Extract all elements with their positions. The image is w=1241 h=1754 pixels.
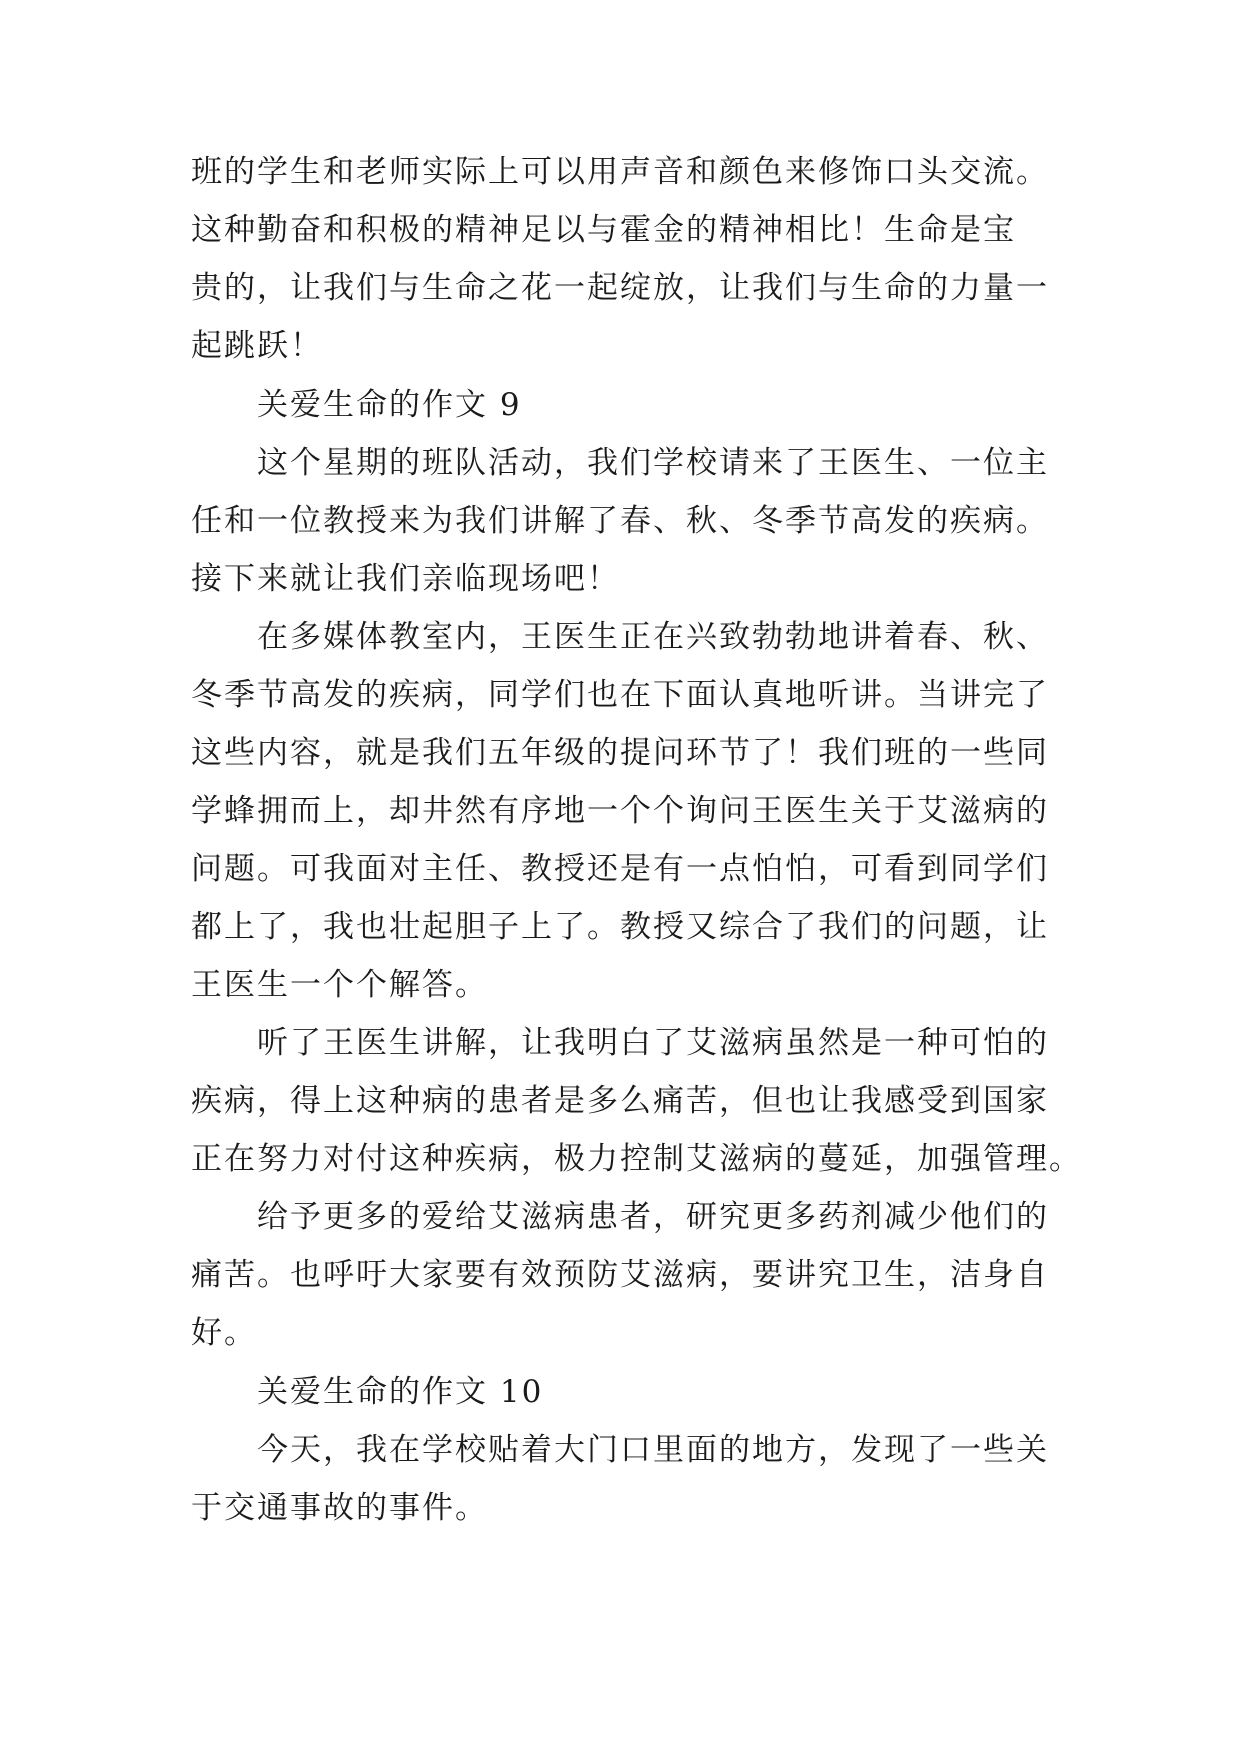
text-line: 这个星期的班队活动，我们学校请来了王医生、一位主 bbox=[257, 445, 1049, 481]
text-line: 冬季节高发的疾病，同学们也在下面认真地听讲。当讲完了 bbox=[191, 677, 1049, 713]
text-line: 王医生一个个解答。 bbox=[191, 967, 488, 1003]
text-line: 都上了，我也壮起胆子上了。教授又综合了我们的问题，让 bbox=[191, 909, 1049, 945]
text-line: 正在努力对付这种疾病，极力控制艾滋病的蔓延，加强管理。 bbox=[191, 1141, 1082, 1177]
text-line: 今天，我在学校贴着大门口里面的地方，发现了一些关 bbox=[257, 1432, 1049, 1468]
text-line: 这种勤奋和积极的精神足以与霍金的精神相比！生命是宝 bbox=[191, 212, 1016, 248]
text-line: 接下来就让我们亲临现场吧！ bbox=[191, 561, 620, 597]
text-line: 于交通事故的事件。 bbox=[191, 1490, 488, 1526]
text-line: 好。 bbox=[191, 1315, 257, 1351]
text-line: 起跳跃！ bbox=[191, 328, 323, 364]
text-line: 贵的，让我们与生命之花一起绽放，让我们与生命的力量一 bbox=[191, 270, 1049, 306]
text-line: 痛苦。也呼吁大家要有效预防艾滋病，要讲究卫生，洁身自 bbox=[191, 1257, 1049, 1293]
text-line: 在多媒体教室内，王医生正在兴致勃勃地讲着春、秋、 bbox=[257, 619, 1049, 655]
text-line: 疾病，得上这种病的患者是多么痛苦，但也让我感受到国家 bbox=[191, 1083, 1049, 1119]
section-heading: 关爱生命的作文 9 bbox=[257, 387, 522, 423]
text-line: 给予更多的爱给艾滋病患者，研究更多药剂减少他们的 bbox=[257, 1199, 1049, 1235]
text-line: 班的学生和老师实际上可以用声音和颜色来修饰口头交流。 bbox=[191, 154, 1049, 190]
text-line: 学蜂拥而上，却井然有序地一个个询问王医生关于艾滋病的 bbox=[191, 793, 1049, 829]
text-line: 任和一位教授来为我们讲解了春、秋、冬季节高发的疾病。 bbox=[191, 503, 1049, 539]
section-heading: 关爱生命的作文 10 bbox=[257, 1374, 544, 1410]
text-line: 听了王医生讲解，让我明白了艾滋病虽然是一种可怕的 bbox=[257, 1025, 1049, 1061]
text-line: 这些内容，就是我们五年级的提问环节了！我们班的一些同 bbox=[191, 735, 1049, 771]
text-line: 问题。可我面对主任、教授还是有一点怕怕，可看到同学们 bbox=[191, 851, 1049, 887]
